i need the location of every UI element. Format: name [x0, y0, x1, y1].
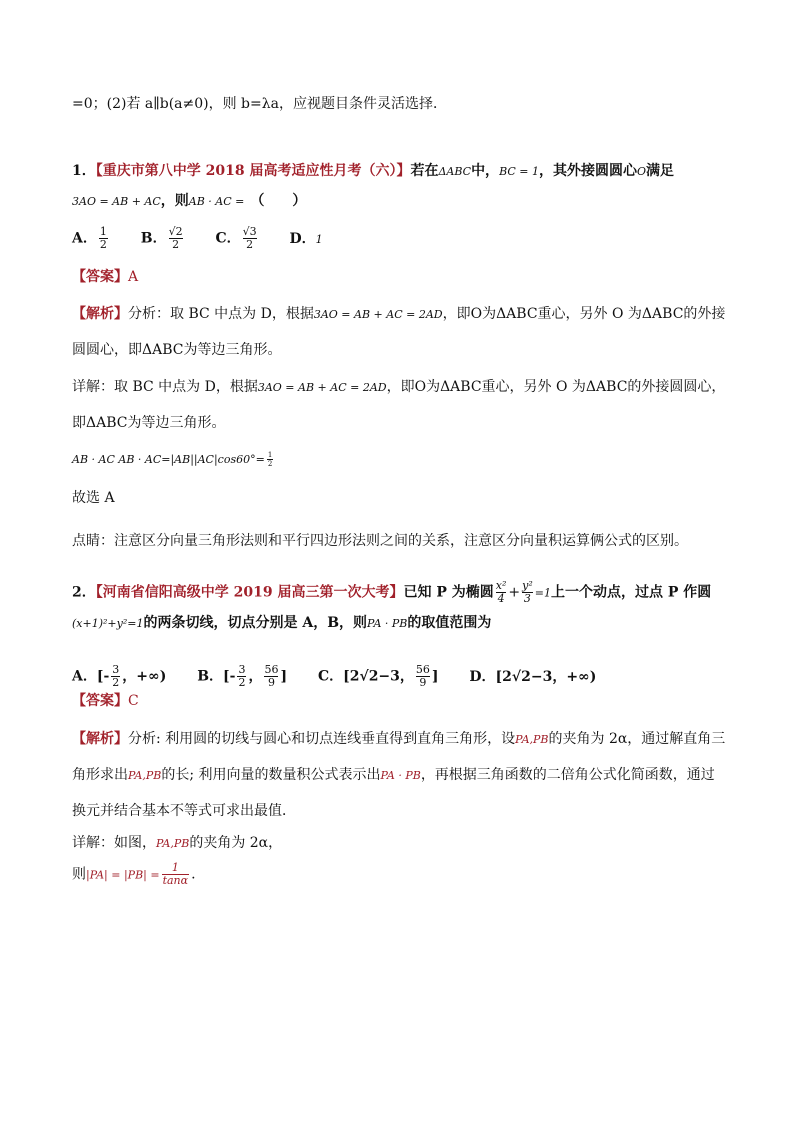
q1-detail-line2: 即ΔABC为等边三角形。 [72, 415, 226, 431]
q2-answer: 【答案】C [72, 693, 139, 709]
q2-source: 【河南省信阳高级中学 2019 届高三第一次大考】 [95, 584, 404, 601]
q1-condition-eq: 3AO = AB + AC [72, 195, 161, 208]
q2-analysis-line3: 换元并结合基本不等式可求出最值． [72, 803, 296, 819]
q1-detail-line1: 详解：取 BC 中点为 D，根据3AO = AB + AC = 2AD，即O为ΔABC重心，另外 O 为ΔABC的外接圆圆心， [72, 379, 726, 395]
q2-option-a: A．[- $\frac{3}{2}$ ，+∞) [72, 663, 167, 689]
q2-detail-line2: 则|PA| = |PB| = $\frac{1}{\tan\alpha}$ . [72, 861, 196, 887]
q2-detail-line1: 详解：如图，PA,PB的夹角为 2α， [72, 835, 283, 851]
q1-options [72, 226, 349, 251]
q2-analysis-line2: 角形求出PA,PB的长; 利用向量的数量积公式表示出PA · PB，再根据三角函数的二倍角公式化简函数，通过 [72, 767, 715, 783]
q1-detail-line4: 故选 A [72, 490, 115, 506]
q2-option-c: C．[2√2−3， $\frac{56}{9}$ ] [317, 663, 439, 689]
q1-number: 1． [72, 163, 96, 179]
q1-answer: 【答案】A [72, 269, 139, 285]
q2-circle-eq: (x+1)²+y²=1 [72, 617, 144, 630]
q2-stem-line2: (x+1)²+y²=1的两条切线，切点分别是 A，B，则PA · PB的取值范围为 [72, 615, 492, 631]
q2-option-b: B．[- $\frac{3}{2}$ ， $\frac{56}{9}$ ] [197, 663, 288, 689]
q1-analysis-line2: 圆圆心，即ΔABC为等边三角形。 [72, 342, 282, 358]
q1-option-c: C． $\frac{√3}{2}$ [215, 225, 257, 251]
q1-stem-line1: 1．【重庆市第八中学 2018 届高考适应性月考（六）】若在ΔABC中，BC = 1，其外接圆圆心O满足 [72, 163, 675, 179]
q1-stem-line2: 3AO = AB + AC，则AB · AC = （ ） [72, 193, 307, 209]
q1-option-d: D．1 [289, 230, 323, 247]
intro-line: =0；(2)若 a∥b(a≠0)，则 b=λa，应视题目条件灵活选择． [72, 96, 447, 112]
q1-note: 点睛：注意区分向量三角形法则和平行四边形法则之间的关系，注意区分向量积运算俩公式的区别。 [72, 533, 688, 549]
q2-option-d: D．[2√2−3，+∞) [469, 668, 597, 685]
q2-stem-line1: 2．【河南省信阳高级中学 2019 届高三第一次大考】已知 P 为椭圆 $\frac{\text{x²}}{4}$ + $\frac{\text{y²}}{3}$ =1上一个动点，过点 P 作圆 [72, 579, 712, 605]
q1-detail-line3: AB · AC AB · AC=|AB||AC|cos60°= $\frac{1}{2}$ [72, 450, 273, 468]
q1-analysis-line1: 【解析】分析：取 BC 中点为 D，根据3AO = AB + AC = 2AD，即O为ΔABC重心，另外 O 为ΔABC的外接 [72, 306, 726, 322]
q2-number: 2． [72, 584, 96, 601]
q1-source: 【重庆市第八中学 2018 届高考适应性月考（六）】 [95, 163, 411, 179]
q2-analysis-line1: 【解析】分析: 利用圆的切线与圆心和切点连线垂直得到直角三角形，设PA,PB的夹角为 2α，通过解直角三 [72, 731, 726, 747]
q2-options [72, 664, 622, 689]
q1-option-b: B． $\frac{√2}{2}$ [140, 225, 183, 251]
q1-option-a: A． $\frac{1}{2}$ [72, 225, 107, 251]
